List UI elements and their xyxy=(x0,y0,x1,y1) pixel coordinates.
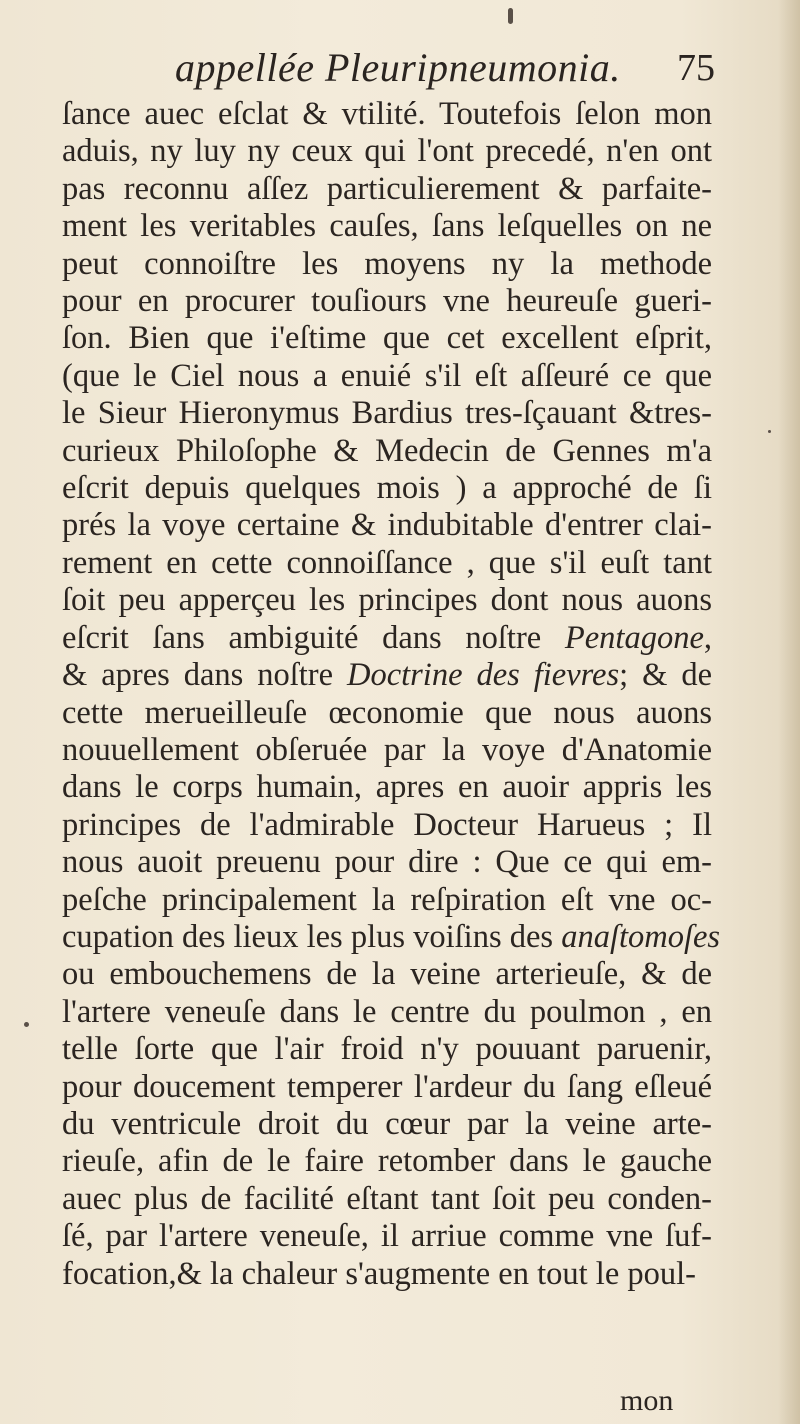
page-number: 75 xyxy=(677,47,715,89)
text-segment: auec plus de facilité eſtant tant ſoit peu conden- xyxy=(62,1180,712,1217)
text-line xyxy=(62,956,712,993)
text-segment: l'artere veneuſe dans le centre du poulmon , en xyxy=(62,993,712,1030)
text-line xyxy=(62,1106,712,1143)
text-line xyxy=(62,470,712,507)
text-segment: pour doucement temperer l'ardeur du ſang eſleué xyxy=(62,1068,712,1105)
italic-term: Pentagone xyxy=(564,619,704,656)
text-line xyxy=(62,582,712,619)
text-segment: rement en cette connoiſſance , que s'il euſt tant xyxy=(62,544,712,581)
text-line xyxy=(62,545,712,582)
text-segment: focation,& la chaleur s'augmente en tout le poul- xyxy=(62,1255,696,1292)
text-line xyxy=(62,1031,712,1068)
text-segment: nous auoit preuenu pour dire : Que ce qui em- xyxy=(62,844,712,881)
text-line xyxy=(62,657,712,694)
text-line xyxy=(62,133,712,170)
catchword: mon xyxy=(620,1384,674,1417)
text-line xyxy=(62,1181,712,1218)
body-text xyxy=(62,96,721,1293)
text-segment: du ventricule droit du cœur par la veine arte- xyxy=(62,1105,712,1142)
text-line xyxy=(62,395,712,432)
italic-term: anaſtomoſes xyxy=(561,918,721,955)
text-segment: nouuellement obſeruée par la voye d'Anatomie xyxy=(62,731,712,768)
page-edge-shadow xyxy=(778,0,800,1424)
text-line xyxy=(62,769,712,806)
text-line xyxy=(62,807,712,844)
text-segment: eſcrit ſans ambiguité dans noſtre xyxy=(62,619,565,656)
text-segment: telle ſorte que l'air froid n'y pouuant paruenir, xyxy=(62,1031,712,1068)
ink-speck xyxy=(768,430,771,433)
italic-term: Doctrine des fievres xyxy=(346,657,620,694)
text-line xyxy=(62,208,712,245)
text-segment: le Sieur Hieronymus Bardius tres-ſçauant &tres- xyxy=(62,395,712,432)
text-segment: pas reconnu aſſez particulierement & parfaite- xyxy=(62,170,712,207)
text-line xyxy=(62,1069,712,1106)
text-line xyxy=(62,171,712,208)
text-line xyxy=(62,433,712,470)
text-segment: rieuſe, afin de le faire retomber dans le gauche xyxy=(62,1143,712,1180)
text-line xyxy=(62,1218,712,1255)
text-segment: ſance auec eſclat & vtilité. Toutefois ſelon mon xyxy=(62,96,712,132)
text-segment: prés la voye certaine & indubitable d'entrer clai- xyxy=(62,507,712,544)
text-segment: ment les veritables cauſes, ſans leſquelles on ne xyxy=(62,208,712,245)
text-segment: cette merueilleuſe œconomie que nous auons xyxy=(62,694,712,731)
text-line xyxy=(62,994,712,1031)
text-line xyxy=(62,1256,712,1293)
text-segment: & apres dans noſtre xyxy=(62,657,347,694)
running-title: appellée Pleuripneumonia. xyxy=(175,45,621,90)
text-segment: peſche principalement la reſpiration eſt vne oc- xyxy=(62,881,712,918)
text-segment: ſon. Bien que i'eſtime que cet excellent eſprit, xyxy=(62,320,712,357)
ink-speck xyxy=(24,1022,29,1027)
text-line xyxy=(62,844,712,881)
text-segment: curieux Philoſophe & Medecin de Gennes m'a xyxy=(62,432,712,469)
text-segment: ou embouchemens de la veine arterieuſe, & de xyxy=(62,956,712,993)
text-line xyxy=(62,732,712,769)
text-segment: pour en procurer touſiours vne heureuſe gueri- xyxy=(62,283,712,320)
text-line xyxy=(62,1143,712,1180)
text-segment: , xyxy=(703,619,712,656)
text-segment: aduis, ny luy ny ceux qui l'ont precedé, n'en ont xyxy=(62,133,712,170)
text-line xyxy=(62,918,721,956)
text-line xyxy=(62,620,712,657)
text-segment: principes de l'admirable Docteur Harueus ; Il xyxy=(62,806,712,843)
text-segment: (que le Ciel nous a enuié s'il eſt aſſeuré ce que xyxy=(62,357,712,394)
text-line xyxy=(62,695,712,732)
text-segment: peut connoiſtre les moyens ny la methode xyxy=(62,245,712,282)
text-segment: ſoit peu apperçeu les principes dont nous auons xyxy=(62,582,712,619)
text-line xyxy=(62,358,712,395)
text-segment: dans le corps humain, apres en auoir appris les xyxy=(62,769,712,806)
text-segment: cupation des lieux les plus voiſins des xyxy=(62,918,562,955)
text-line xyxy=(62,246,712,283)
text-line xyxy=(62,320,712,357)
text-segment: ſé, par l'artere veneuſe, il arriue comme vne ſuf- xyxy=(62,1218,712,1255)
text-line xyxy=(62,96,712,133)
text-line xyxy=(62,283,712,320)
text-line xyxy=(62,882,712,919)
text-segment: ; & de xyxy=(619,657,712,694)
text-line xyxy=(62,507,712,544)
text-segment: eſcrit depuis quelques mois ) a approché de ſi xyxy=(62,470,712,507)
page-header xyxy=(175,38,715,98)
ink-speck xyxy=(508,8,513,24)
